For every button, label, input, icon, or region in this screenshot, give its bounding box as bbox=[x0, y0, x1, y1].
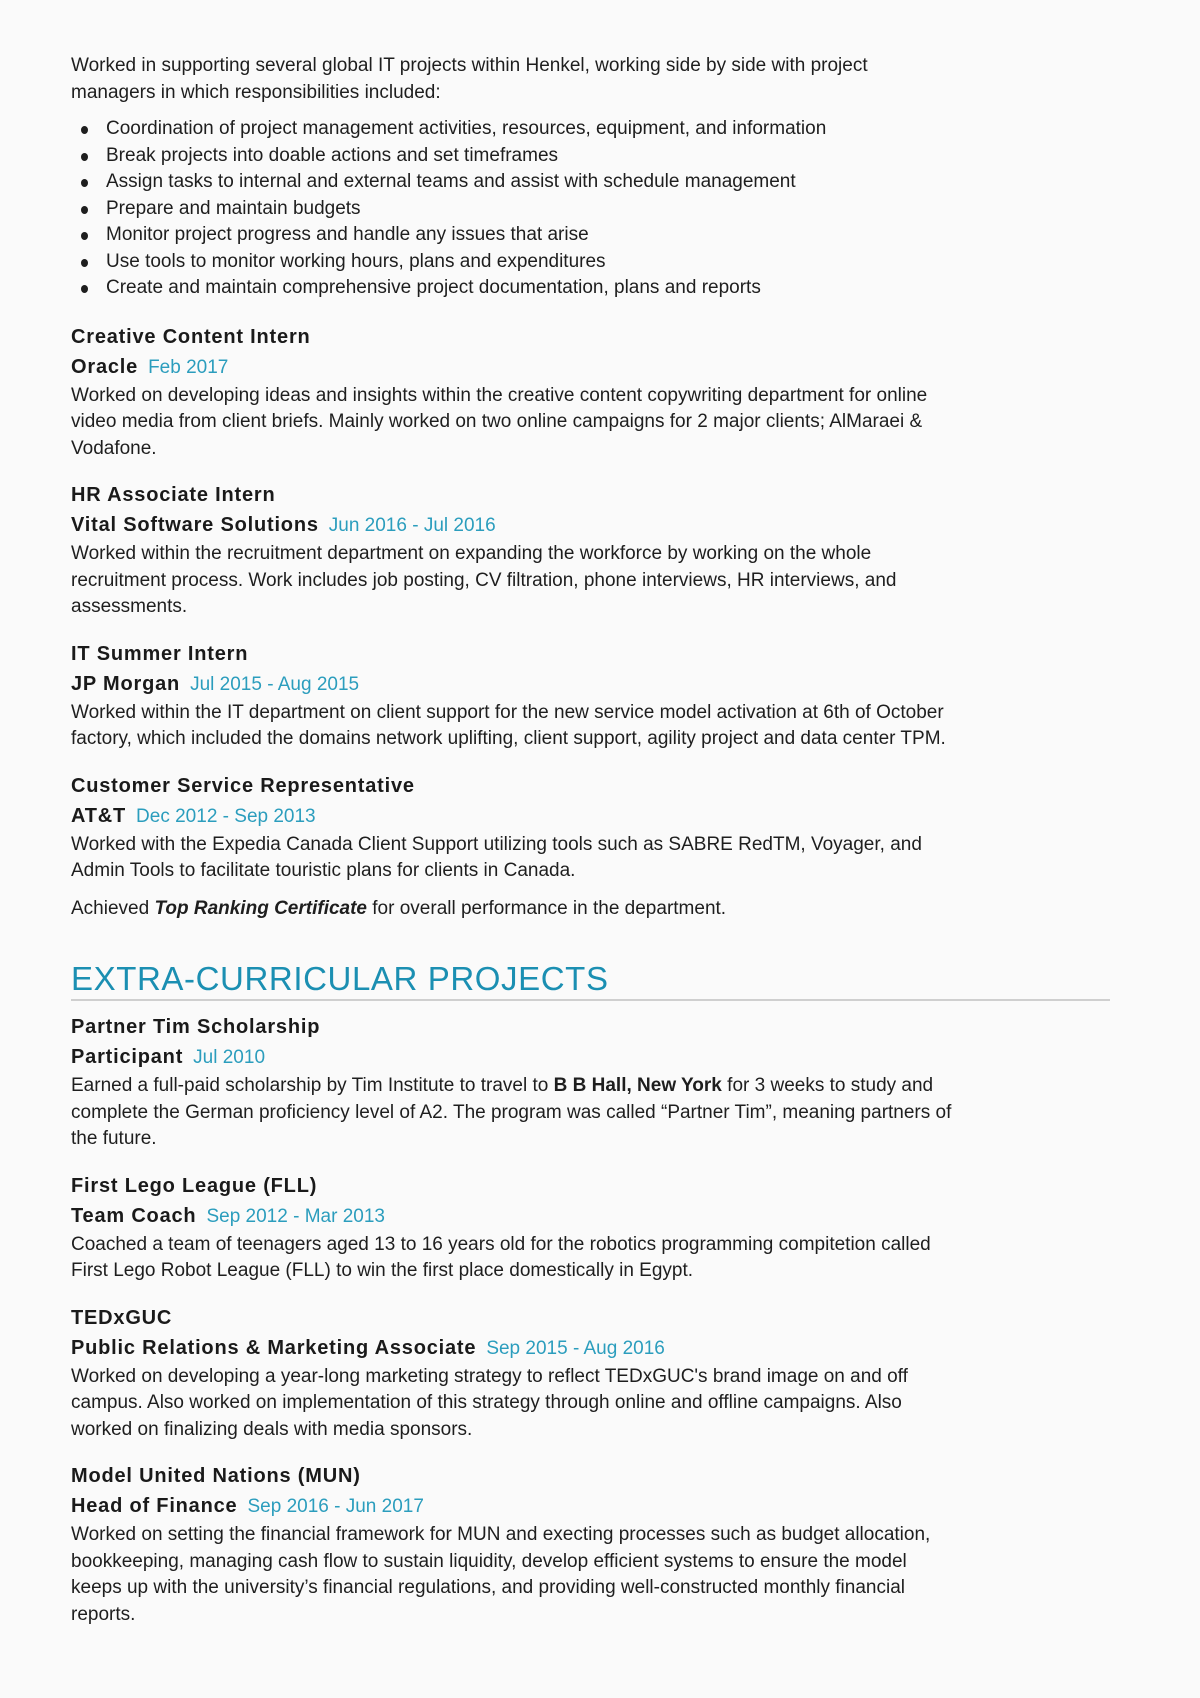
entry-date: Feb 2017 bbox=[148, 356, 229, 378]
paragraph-line: Worked on developing ideas and insights within the creative content copywriting department for online bbox=[71, 384, 928, 406]
entry-subtitle bbox=[71, 353, 1116, 383]
bullet-text: Create and maintain comprehensive project documentation, plans and reports bbox=[106, 277, 761, 298]
paragraph-line: campus. Also worked on implementation of this strategy through online and offline campaigns. Also bbox=[71, 1392, 902, 1413]
entry-subtitle bbox=[71, 1334, 1116, 1364]
entry-subtitle bbox=[71, 1043, 1116, 1073]
bullet-icon bbox=[81, 232, 88, 240]
paragraph-line: Worked on developing a year-long marketing strategy to reflect TEDxGUC's brand image on and off bbox=[71, 1365, 908, 1387]
experience-section bbox=[71, 322, 1116, 923]
entry bbox=[71, 639, 1116, 753]
henkel-intro bbox=[71, 53, 1116, 302]
entry bbox=[71, 1012, 1116, 1153]
bullet-text: Monitor project progress and handle any issues that arise bbox=[106, 224, 589, 245]
paragraph-line: Worked within the IT department on client support for the new service model activation at 6th of October bbox=[71, 701, 944, 723]
list-item bbox=[71, 196, 1116, 223]
emphasis-text: B B Hall, New York bbox=[553, 1075, 722, 1096]
section-heading-extracurricular: EXTRA-CURRICULAR PROJECTS bbox=[71, 959, 1110, 1001]
entry-title: Model United Nations (MUN) bbox=[71, 1465, 361, 1487]
entry-organization: Vital Software Solutions bbox=[71, 514, 319, 536]
entry-organization: Team Coach bbox=[71, 1204, 197, 1227]
bullet-text: Assign tasks to internal and external teams and assist with schedule management bbox=[106, 171, 796, 192]
list-item bbox=[71, 249, 1116, 276]
paragraph-line: managers in which responsibilities included: bbox=[71, 81, 441, 103]
achievement-line bbox=[71, 896, 1116, 923]
entry-date: Jul 2010 bbox=[193, 1047, 266, 1068]
bullet-text: Use tools to monitor working hours, plans and expenditures bbox=[106, 250, 606, 272]
paragraph-line: video media from client briefs. Mainly worked on two online campaigns for 2 major clients; AlMaraei & bbox=[71, 411, 923, 432]
entry-organization: Participant bbox=[71, 1046, 184, 1068]
bullet-icon bbox=[81, 153, 88, 161]
paragraph-line: recruitment process. Work includes job posting, CV filtration, phone interviews, HR interviews, and bbox=[71, 569, 897, 591]
entry-description bbox=[71, 832, 1116, 885]
paragraph-line: Vodafone. bbox=[71, 437, 157, 459]
list-item bbox=[71, 143, 1116, 170]
paragraph-line: First Lego Robot League (FLL) to win the first place domestically in Egypt. bbox=[71, 1260, 694, 1281]
bullet-text: Break projects into doable actions and set timeframes bbox=[106, 144, 559, 166]
entry-description bbox=[71, 383, 1116, 463]
paragraph-line: Coached a team of teenagers aged 13 to 16 years old for the robotics programming compitetion called bbox=[71, 1233, 931, 1255]
entry-date: Jul 2015 - Aug 2015 bbox=[190, 673, 360, 695]
bullet-icon bbox=[81, 285, 88, 293]
paragraph-line: Worked with the Expedia Canada Client Support utilizing tools such as SABRE RedTM, Voyager, and bbox=[71, 833, 922, 855]
paragraph-line: the future. bbox=[71, 1128, 157, 1149]
paragraph-line: Worked on setting the financial framework for MUN and execting processes such as budget allocation, bbox=[71, 1524, 931, 1545]
entry-description bbox=[71, 700, 1116, 753]
paragraph-line: Admin Tools to facilitate touristic plans for clients in Canada. bbox=[71, 860, 576, 881]
entry bbox=[71, 1171, 1116, 1285]
entry-organization: Head of Finance bbox=[71, 1495, 238, 1517]
entry-description bbox=[71, 1232, 1116, 1285]
paragraph-line: Worked within the recruitment department on expanding the workforce by working on the whole bbox=[71, 543, 872, 564]
entry bbox=[71, 771, 1116, 923]
list-item bbox=[71, 222, 1116, 249]
entry-date: Sep 2015 - Aug 2016 bbox=[486, 1337, 665, 1359]
entry-subtitle bbox=[71, 511, 1116, 541]
bullet-icon bbox=[81, 179, 88, 187]
emphasis-text: Top Ranking Certificate bbox=[154, 897, 367, 919]
entry-title: IT Summer Intern bbox=[71, 642, 249, 665]
entry-organization: Oracle bbox=[71, 355, 139, 378]
entry-date: Jun 2016 - Jul 2016 bbox=[328, 515, 496, 536]
entry-subtitle bbox=[71, 670, 1116, 700]
paragraph-line: worked on finalizing deals with media sponsors. bbox=[71, 1418, 473, 1440]
entry-date: Sep 2016 - Jun 2017 bbox=[247, 1496, 424, 1517]
entry bbox=[71, 1303, 1116, 1444]
paragraph-line: complete the German proficiency level of A2. The program was called “Partner Tim”, meaning partners of bbox=[71, 1101, 952, 1123]
entry-description bbox=[71, 541, 1116, 621]
entry-subtitle bbox=[71, 1492, 1116, 1522]
paragraph-line: reports. bbox=[71, 1603, 136, 1625]
paragraph-line: bookkeeping, managing cash flow to sustain liquidity, develop efficient systems to ensure the model bbox=[71, 1550, 907, 1572]
entry bbox=[71, 1461, 1116, 1628]
entry-title: TEDxGUC bbox=[71, 1306, 173, 1329]
bullet-text: Coordination of project management activities, resources, equipment, and information bbox=[106, 118, 827, 139]
text-segment: for 3 weeks to study and bbox=[721, 1075, 934, 1096]
text-segment: for overall performance in the department. bbox=[367, 897, 727, 919]
paragraph-line: factory, which included the domains network uplifting, client support, agility project and data center TPM. bbox=[71, 728, 946, 749]
text-segment: Earned a full-paid scholarship by Tim Institute to travel to bbox=[71, 1075, 554, 1096]
responsibility-list bbox=[71, 116, 1116, 302]
entry-description bbox=[71, 1073, 1116, 1153]
entry-date: Dec 2012 - Sep 2013 bbox=[136, 805, 316, 827]
entry-organization: JP Morgan bbox=[71, 672, 181, 695]
intro-paragraph bbox=[71, 53, 1116, 106]
extracurricular-section bbox=[71, 1012, 1116, 1628]
paragraph-line: Worked in supporting several global IT projects within Henkel, working side by side with project bbox=[71, 55, 868, 76]
paragraph-line: assessments. bbox=[71, 596, 188, 617]
entry-description bbox=[71, 1522, 1116, 1628]
entry-title: Partner Tim Scholarship bbox=[71, 1016, 321, 1038]
paragraph-line bbox=[71, 1073, 1116, 1100]
paragraph-line: keeps up with the university’s financial regulations, and providing well-constructed monthly financial bbox=[71, 1577, 905, 1598]
bullet-icon bbox=[81, 126, 88, 134]
bullet-text: Prepare and maintain budgets bbox=[106, 197, 361, 219]
entry-organization: AT&T bbox=[71, 804, 127, 827]
entry-title: HR Associate Intern bbox=[71, 484, 276, 506]
list-item bbox=[71, 169, 1116, 196]
entry-description bbox=[71, 1364, 1116, 1444]
entry-title: Creative Content Intern bbox=[71, 325, 311, 348]
text-segment: Achieved bbox=[71, 897, 155, 919]
entry-organization: Public Relations & Marketing Associate bbox=[71, 1336, 477, 1359]
bullet-icon bbox=[81, 259, 88, 267]
entry bbox=[71, 480, 1116, 621]
bullet-icon bbox=[81, 206, 88, 214]
entry-subtitle bbox=[71, 802, 1116, 832]
entry-title: First Lego League (FLL) bbox=[71, 1174, 318, 1197]
list-item bbox=[71, 116, 1116, 143]
entry bbox=[71, 322, 1116, 463]
entry-title: Customer Service Representative bbox=[71, 774, 415, 797]
entry-subtitle bbox=[71, 1202, 1116, 1232]
entry-date: Sep 2012 - Mar 2013 bbox=[206, 1205, 385, 1227]
list-item bbox=[71, 275, 1116, 302]
